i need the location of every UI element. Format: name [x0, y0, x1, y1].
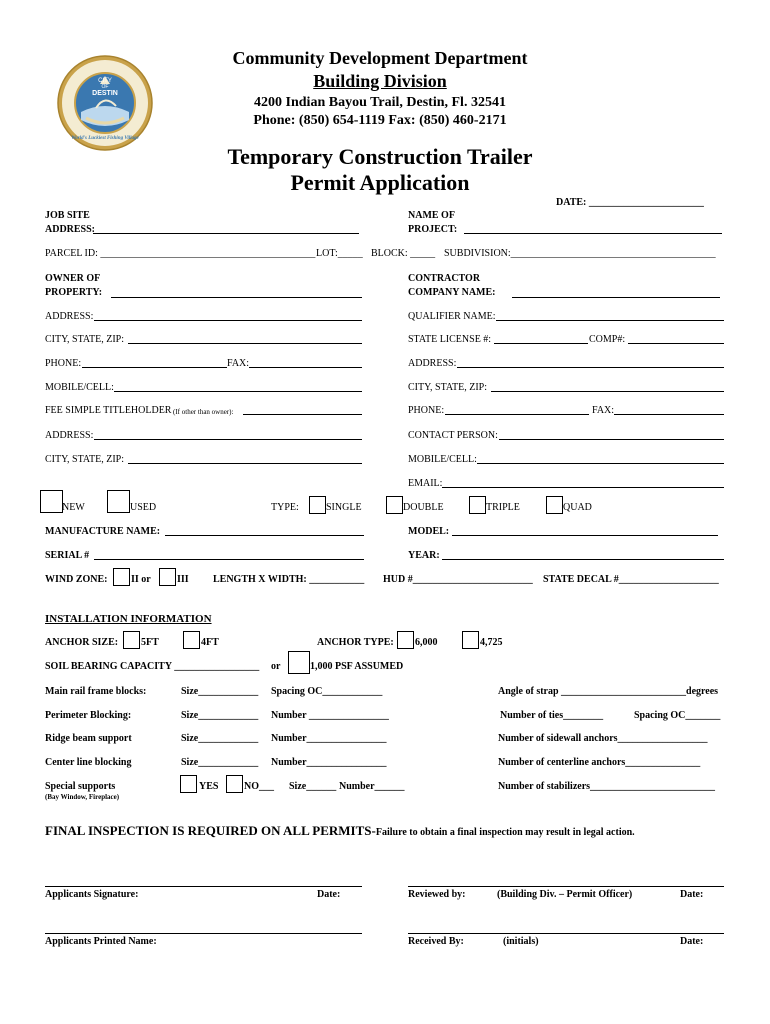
- ridge-size-field[interactable]: Size____________: [181, 733, 259, 744]
- manufacture-name-label: MANUFACTURE NAME:: [45, 526, 161, 537]
- received-by-line[interactable]: [408, 933, 724, 934]
- owner-phone-label: PHONE:: [45, 358, 82, 369]
- ridge-beam-label: Ridge beam support: [45, 733, 132, 744]
- special-supports-label: Special supports: [45, 781, 116, 792]
- received-by-label: Received By:: [408, 936, 464, 947]
- state-license-input[interactable]: [494, 343, 588, 344]
- qualifier-name-input[interactable]: [496, 320, 724, 321]
- owner-mobile-label: MOBILE/CELL:: [45, 382, 114, 393]
- ties-spacing-field[interactable]: Spacing OC_______: [634, 710, 721, 721]
- property-owner-input[interactable]: [111, 297, 362, 298]
- special-size-field[interactable]: Size______: [289, 781, 337, 792]
- state-decal-field[interactable]: STATE DECAL #____________________: [543, 574, 719, 585]
- anchor-6000-checkbox[interactable]: [397, 631, 414, 649]
- quad-label: QUAD: [563, 502, 592, 513]
- owner-of-label: OWNER OF: [45, 273, 101, 284]
- perimeter-blocking-label: Perimeter Blocking:: [45, 710, 132, 721]
- form-title-line1: Temporary Construction Trailer: [227, 144, 533, 169]
- contractor-mobile-label: MOBILE/CELL:: [408, 454, 477, 465]
- office-phone: Phone: (850) 654-1119 Fax: (850) 460-2171: [253, 113, 507, 128]
- contractor-email-label: EMAIL:: [408, 478, 443, 489]
- project-name-input[interactable]: [464, 233, 722, 234]
- applicant-signature-line[interactable]: [45, 886, 362, 887]
- wind-zone-iii-label: III: [177, 574, 189, 585]
- owner-city-label: CITY, STATE, ZIP:: [45, 334, 125, 345]
- triple-label: TRIPLE: [486, 502, 520, 513]
- wind-zone-ii-label: II or: [131, 574, 151, 585]
- model-label: MODEL:: [408, 526, 450, 537]
- owner-city-input[interactable]: [128, 343, 362, 344]
- job-site-address-label: ADDRESS:: [45, 224, 96, 235]
- anchor-type-label: ANCHOR TYPE:: [317, 637, 394, 648]
- used-checkbox[interactable]: [107, 490, 130, 513]
- installation-heading: INSTALLATION INFORMATION: [45, 613, 212, 625]
- contractor-address-input[interactable]: [457, 367, 724, 368]
- centerline-anchors-field[interactable]: Number of centerline anchors_______________: [498, 757, 701, 768]
- reviewed-by-label: Reviewed by:: [408, 889, 466, 900]
- review-date-label: Date:: [680, 889, 704, 900]
- state-license-label: STATE LICENSE #:: [408, 334, 492, 345]
- manufacture-name-input[interactable]: [165, 535, 364, 536]
- main-rail-label: Main rail frame blocks:: [45, 686, 147, 697]
- center-line-label: Center line blocking: [45, 757, 132, 768]
- applicant-name-line[interactable]: [45, 933, 362, 934]
- contractor-mobile-input[interactable]: [477, 463, 724, 464]
- office-address: 4200 Indian Bayou Trail, Destin, Fl. 32541: [254, 95, 506, 110]
- wind-zone-iii-checkbox[interactable]: [159, 568, 176, 586]
- year-input[interactable]: [442, 559, 724, 560]
- single-checkbox[interactable]: [309, 496, 326, 514]
- job-site-label: JOB SITE: [45, 210, 90, 221]
- wind-zone-label: WIND ZONE:: [45, 574, 108, 585]
- final-inspection-heading: FINAL INSPECTION IS REQUIRED ON ALL PERMITS-: [45, 823, 376, 838]
- angle-of-strap-field[interactable]: Angle of strap _________________________degrees: [498, 686, 719, 697]
- main-rail-spacing-field[interactable]: Spacing OC____________: [271, 686, 383, 697]
- titleholder-city-input[interactable]: [128, 463, 362, 464]
- owner-fax-label: FAX:: [227, 358, 250, 369]
- contractor-email-input[interactable]: [442, 487, 724, 488]
- anchor-5ft-label: 5FT: [141, 637, 159, 648]
- contractor-fax-label: FAX:: [592, 405, 615, 416]
- comp-input[interactable]: [628, 343, 724, 344]
- owner-mobile-input[interactable]: [114, 391, 362, 392]
- model-input[interactable]: [452, 535, 718, 536]
- subdivision-field[interactable]: SUBDIVISION:_________________________________________: [444, 248, 716, 259]
- final-inspection-notice: [45, 823, 635, 841]
- special-no-checkbox[interactable]: [226, 775, 243, 793]
- new-label: NEW: [62, 502, 85, 513]
- special-yes-checkbox[interactable]: [180, 775, 197, 793]
- sidewall-anchors-field[interactable]: Number of sidewall anchors__________________: [498, 733, 708, 744]
- name-of-label: NAME OF: [408, 210, 455, 221]
- contractor-city-label: CITY, STATE, ZIP:: [408, 382, 488, 393]
- contractor-phone-label: PHONE:: [408, 405, 445, 416]
- serial-input[interactable]: [94, 559, 364, 560]
- single-label: SINGLE: [326, 502, 362, 513]
- fee-simple-input[interactable]: [243, 414, 362, 415]
- type-label: TYPE:: [271, 502, 299, 513]
- company-name-label: COMPANY NAME:: [408, 287, 496, 298]
- property-owner-label: PROPERTY:: [45, 287, 103, 298]
- special-yes-label: YES: [199, 781, 219, 792]
- double-label: DOUBLE: [403, 502, 444, 513]
- ridge-number-field[interactable]: Number________________: [271, 733, 387, 744]
- serial-label: SERIAL #: [45, 550, 90, 561]
- double-checkbox[interactable]: [386, 496, 403, 514]
- signature-date-label: Date:: [317, 889, 341, 900]
- special-number-field[interactable]: Number______: [339, 781, 405, 792]
- main-rail-size-field[interactable]: Size____________: [181, 686, 259, 697]
- titleholder-address-label: ADDRESS:: [45, 430, 94, 441]
- anchor-4725-label: 4,725: [480, 637, 503, 648]
- project-name-label: PROJECT:: [408, 224, 458, 235]
- anchor-4ft-label: 4FT: [201, 637, 219, 648]
- fee-simple-note: (If other than owner):: [173, 408, 234, 416]
- triple-checkbox[interactable]: [469, 496, 486, 514]
- center-size-field[interactable]: Size____________: [181, 757, 259, 768]
- perimeter-number-field[interactable]: Number ________________: [271, 710, 389, 721]
- anchor-size-label: ANCHOR SIZE:: [45, 637, 119, 648]
- block-field[interactable]: BLOCK: _____: [371, 248, 436, 259]
- form-title-line2: Permit Application: [290, 170, 470, 195]
- center-number-field[interactable]: Number________________: [271, 757, 387, 768]
- owner-address-input[interactable]: [94, 320, 362, 321]
- quad-checkbox[interactable]: [546, 496, 563, 514]
- psf-assumed-label: 1,000 PSF ASSUMED: [310, 661, 404, 672]
- parcel-id-field[interactable]: PARCEL ID: ___________________________________________: [45, 248, 316, 259]
- contractor-label: CONTRACTOR: [408, 273, 481, 284]
- qualifier-name-label: QUALIFIER NAME:: [408, 311, 496, 322]
- special-no-field[interactable]: NO___: [244, 781, 274, 792]
- or-label: or: [271, 661, 281, 672]
- stabilizers-field[interactable]: Number of stabilizers_________________________: [498, 781, 716, 792]
- department-name: Community Development Department: [232, 48, 528, 68]
- anchor-4725-checkbox[interactable]: [462, 631, 479, 649]
- comp-label: COMP#:: [589, 334, 626, 345]
- seal-text-of: OF: [101, 84, 109, 90]
- applicant-signature-label: Applicants Signature:: [45, 889, 139, 900]
- seal-text-city: CITY: [98, 78, 112, 84]
- used-label: USED: [130, 502, 157, 513]
- seal-ring-text: World's Luckiest Fishing Village: [71, 136, 139, 141]
- contractor-fax-input[interactable]: [614, 414, 724, 415]
- contractor-city-input[interactable]: [491, 391, 724, 392]
- reviewed-by-line[interactable]: [408, 886, 724, 887]
- seal-text-destin: DESTIN: [92, 90, 118, 97]
- titleholder-address-input[interactable]: [94, 439, 362, 440]
- new-checkbox[interactable]: [40, 490, 63, 513]
- perimeter-size-field[interactable]: Size____________: [181, 710, 259, 721]
- city-seal-logo: [56, 54, 154, 152]
- fee-simple-label: FEE SIMPLE TITLEHOLDER: [45, 405, 172, 416]
- titleholder-city-label: CITY, STATE, ZIP:: [45, 454, 125, 465]
- received-date-label: Date:: [680, 936, 704, 947]
- anchor-4ft-checkbox[interactable]: [183, 631, 200, 649]
- owner-fax-input[interactable]: [249, 367, 362, 368]
- psf-assumed-checkbox[interactable]: [288, 651, 310, 674]
- applicant-printed-name-label: Applicants Printed Name:: [45, 936, 157, 947]
- contractor-address-label: ADDRESS:: [408, 358, 457, 369]
- date-field[interactable]: DATE: _______________________: [556, 197, 704, 208]
- length-width-field[interactable]: LENGTH X WIDTH: ___________: [213, 574, 365, 585]
- hud-field[interactable]: HUD #________________________: [383, 574, 533, 585]
- contact-person-input[interactable]: [499, 439, 724, 440]
- number-of-ties-field[interactable]: Number of ties________: [500, 710, 604, 721]
- permit-officer-label: (Building Div. – Permit Officer): [497, 889, 633, 900]
- job-site-address-input[interactable]: [93, 233, 359, 234]
- final-inspection-warning: Failure to obtain a final inspection may result in legal action.: [375, 827, 635, 838]
- company-name-input[interactable]: [512, 297, 720, 298]
- year-label: YEAR:: [408, 550, 440, 561]
- anchor-5ft-checkbox[interactable]: [123, 631, 140, 649]
- anchor-6000-label: 6,000: [415, 637, 438, 648]
- owner-address-label: ADDRESS:: [45, 311, 94, 322]
- special-supports-note: (Bay Window, Fireplace): [45, 793, 120, 801]
- contact-person-label: CONTACT PERSON:: [408, 430, 498, 441]
- wind-zone-ii-checkbox[interactable]: [113, 568, 130, 586]
- division-name: Building Division: [313, 71, 447, 91]
- initials-label: (initials): [503, 936, 539, 947]
- owner-phone-input[interactable]: [82, 367, 227, 368]
- contractor-phone-input[interactable]: [445, 414, 589, 415]
- lot-field[interactable]: LOT:_____: [316, 248, 363, 259]
- soil-bearing-field[interactable]: SOIL BEARING CAPACITY _________________: [45, 661, 260, 672]
